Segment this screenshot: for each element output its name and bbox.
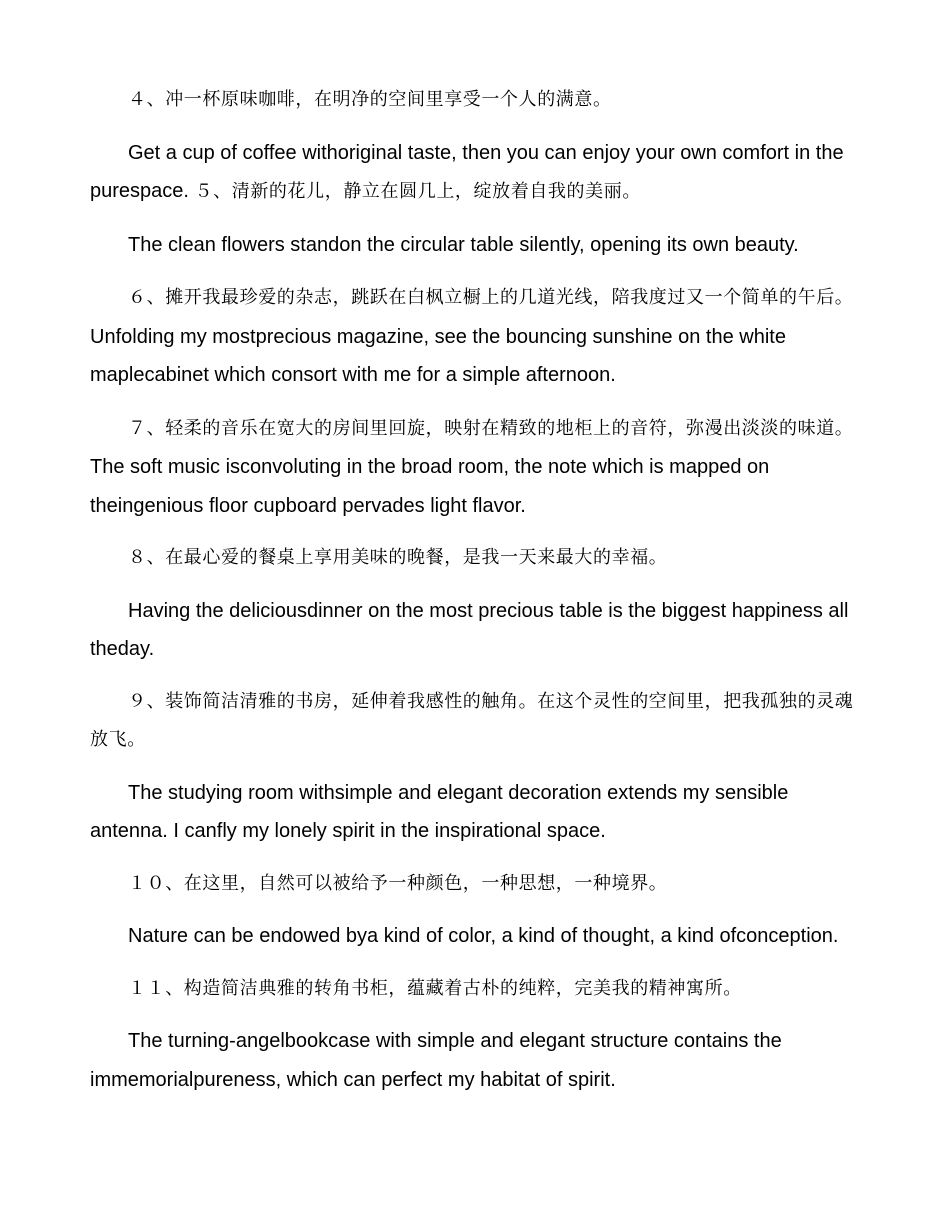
- paragraph-cn-7-en-music: [90, 409, 860, 526]
- paragraph-gap: [90, 669, 860, 683]
- paragraph-cn-7: ７、轻柔的音乐在宽大的房间里回旋，映射在精致的地柜上的音符，弥漫出淡淡的味道。: [128, 417, 854, 439]
- paragraph-cn-10: １０、在这里，自然可以被给予一种颜色，一种思想，一种境界。: [128, 872, 668, 894]
- paragraph-cn-4: ４、冲一杯原味咖啡，在明净的空间里享受一个人的满意。: [128, 89, 612, 110]
- paragraph-en-coffee-cn-5: [90, 134, 860, 212]
- paragraph-gap: [90, 395, 860, 409]
- paragraph-en-coffee: Get a cup of coffee withoriginal taste, then you can enjoy your own comfort in the purespace.: [90, 141, 844, 202]
- paragraph-cn-9: ９、装饰简洁清雅的书房，延伸着我感性的触角。在这个灵性的空间里，把我孤独的灵魂放飞。: [90, 690, 854, 750]
- top-margin: [90, 0, 860, 81]
- paragraph-cn-11: １１、构造简洁典雅的转角书柜，蕴藏着古朴的纯粹，完美我的精神寓所。: [128, 977, 742, 999]
- paragraph-gap: [90, 578, 860, 592]
- paragraph-gap: [90, 1008, 860, 1022]
- paragraph-gap: [90, 525, 860, 539]
- paragraph-en-nature: Nature can be endowed bya kind of color, a kind of thought, a kind ofconception.: [128, 925, 839, 947]
- paragraph-en-studying-room: The studying room withsimple and elegant decoration extends my sensible antenna. I canfly my lonely spirit in the inspirational space.: [90, 781, 789, 842]
- paragraph-en-flowers: The clean flowers standon the circular table silently, opening its own beauty.: [128, 233, 799, 256]
- paragraph-cn-8: ８、在最心爱的餐桌上享用美味的晚餐，是我一天来最大的幸福。: [128, 547, 668, 568]
- paragraph-gap: [90, 851, 860, 865]
- paragraph-en-dinner: Having the deliciousdinner on the most precious table is the biggest happiness all theday.: [90, 599, 849, 660]
- paragraph-gap: [90, 120, 860, 134]
- paragraph-gap: [90, 760, 860, 774]
- paragraph-gap: [90, 903, 860, 917]
- paragraph-gap: [90, 956, 860, 970]
- paragraph-cn-6: ６、摊开我最珍爱的杂志，跳跃在白枫立橱上的几道光线，陪我度过又一个简单的午后。: [128, 287, 854, 308]
- paragraph-en-bookcase: The turning-angelbookcase with simple and elegant structure contains the immemorialpureness, which can perfect my habitat of spirit.: [90, 1030, 782, 1091]
- paragraph-gap: [90, 212, 860, 226]
- paragraph-cn-5: ５、清新的花儿，静立在圆几上，绽放着自我的美丽。: [194, 181, 641, 202]
- paragraph-gap: [90, 264, 860, 278]
- paragraph-cn-6-en-magazine: [90, 278, 860, 395]
- paragraph-en-magazine: Unfolding my mostprecious magazine, see the bouncing sunshine on the white maplecabinet which consort with me for a simple afternoon.: [90, 325, 786, 386]
- paragraph-en-music: The soft music isconvoluting in the broad room, the note which is mapped on theingenious floor cupboard pervades light flavor.: [90, 456, 770, 517]
